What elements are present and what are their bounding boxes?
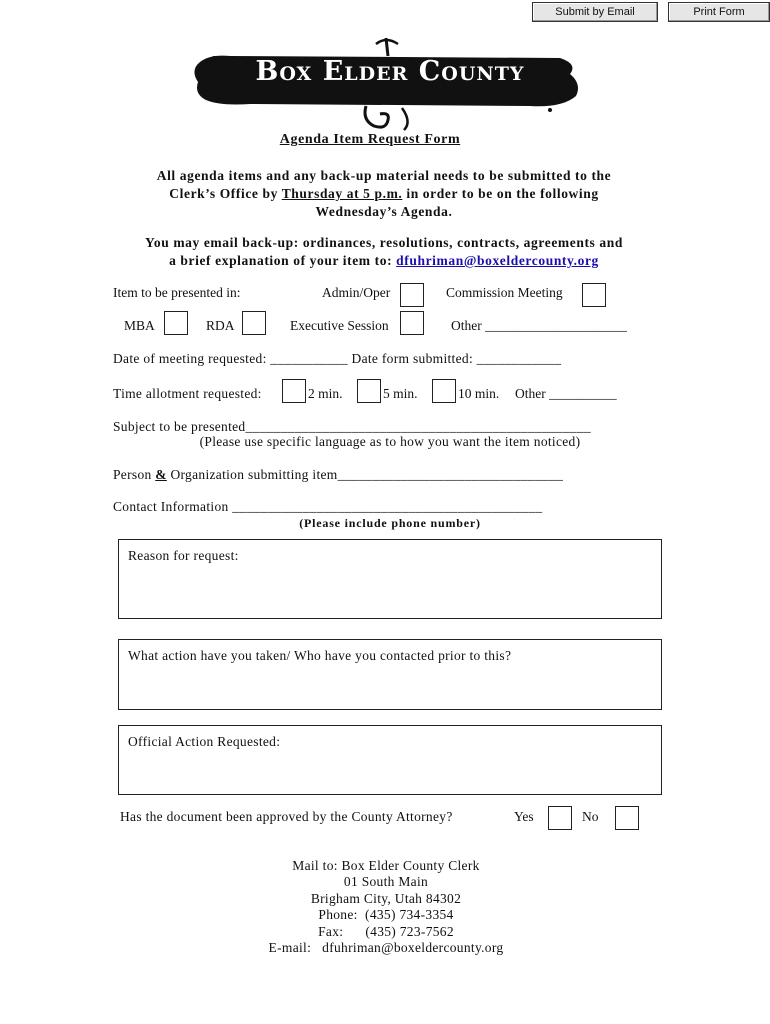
mba-checkbox[interactable]	[164, 311, 188, 335]
rda-label: RDA	[206, 318, 235, 333]
rda-checkbox[interactable]	[242, 311, 266, 335]
backup-text	[0, 234, 768, 270]
submit-by-email-button[interactable]: Submit by Email	[532, 2, 658, 22]
action-taken-label: What action have you taken/ Who have you contacted prior to this?	[128, 648, 512, 663]
executive-session-checkbox[interactable]	[400, 311, 424, 335]
time-allotment-label: Time allotment requested:	[113, 386, 262, 401]
yes-checkbox[interactable]	[548, 806, 572, 830]
reason-label: Reason for request:	[128, 548, 239, 563]
time-other-field[interactable]: Other __________	[515, 386, 617, 401]
person-field[interactable]	[113, 467, 563, 483]
subject-note: (Please use specific language as to how you want the item noticed)	[199, 434, 581, 449]
official-action-box[interactable]	[118, 725, 662, 795]
mail-line-4: Phone: (435) 734-3354	[318, 907, 454, 923]
backup-line-1: You may email back-up: ordinances, resolutions, contracts, agreements and	[145, 235, 623, 250]
mail-line-2: 01 South Main	[343, 874, 429, 890]
intro-line-1: All agenda items and any back-up material needs to be submitted to the	[156, 168, 612, 183]
date-line[interactable]: Date of meeting requested: ___________ Date form submitted: ____________	[113, 351, 562, 366]
backup-line-2-pre: a brief explanation of your item to:	[169, 253, 397, 268]
other-presented-field[interactable]: Other _____________________	[451, 318, 627, 333]
admin-oper-checkbox[interactable]	[400, 283, 424, 307]
intro-line-3: Wednesday’s Agenda.	[315, 204, 453, 219]
time-10-checkbox[interactable]	[432, 379, 456, 403]
person-pre: Person	[113, 467, 156, 482]
logo-text: Box Elder County	[255, 56, 525, 87]
backup-line-2	[0, 252, 768, 270]
commission-meeting-checkbox[interactable]	[582, 283, 606, 307]
no-label: No	[582, 809, 599, 824]
no-checkbox[interactable]	[615, 806, 639, 830]
reason-box[interactable]	[118, 539, 662, 619]
contact-note: (Please include phone number)	[299, 516, 481, 530]
time-5-label: 5 min.	[383, 386, 418, 401]
official-action-label: Official Action Requested:	[128, 734, 281, 749]
action-taken-box[interactable]	[118, 639, 662, 710]
intro-text	[0, 167, 768, 221]
mail-line-3: Brigham City, Utah 84302	[310, 890, 462, 906]
form-title: Agenda Item Request Form	[279, 132, 461, 147]
approved-question: Has the document been approved by the County Attorney?	[120, 809, 453, 824]
yes-label: Yes	[514, 809, 534, 824]
mail-line-5: Fax: (435) 723-7562	[318, 923, 454, 939]
time-2-label: 2 min.	[308, 386, 343, 401]
intro-line-2-pre: Clerk’s Office by	[169, 186, 282, 201]
mail-address-block	[0, 858, 770, 956]
intro-deadline: Thursday at 5 p.m.	[281, 186, 403, 201]
executive-session-label: Executive Session	[290, 318, 389, 333]
time-10-label: 10 min.	[458, 386, 500, 401]
time-2-checkbox[interactable]	[282, 379, 306, 403]
time-5-checkbox[interactable]	[357, 379, 381, 403]
mba-label: MBA	[124, 318, 155, 333]
backup-email-link[interactable]: dfuhriman@boxeldercounty.org	[396, 253, 599, 268]
subject-field[interactable]: Subject to be presented_________________________________________________	[113, 419, 591, 434]
mail-line-6: E-mail: dfuhriman@boxeldercounty.org	[268, 940, 504, 956]
county-logo	[190, 34, 582, 132]
contact-field[interactable]: Contact Information ____________________________________________	[113, 499, 543, 514]
mail-line-1: Mail to: Box Elder County Clerk	[292, 858, 480, 873]
person-post: Organization submitting item________________________________	[166, 467, 564, 482]
print-form-button[interactable]: Print Form	[668, 2, 770, 22]
person-ampersand: &	[155, 467, 167, 482]
item-presented-label: Item to be presented in:	[113, 285, 241, 300]
admin-oper-label: Admin/Oper	[322, 285, 391, 300]
intro-line-2	[0, 185, 768, 203]
commission-meeting-label: Commission Meeting	[446, 285, 563, 300]
intro-line-2-post: in order to be on the following	[402, 186, 599, 201]
